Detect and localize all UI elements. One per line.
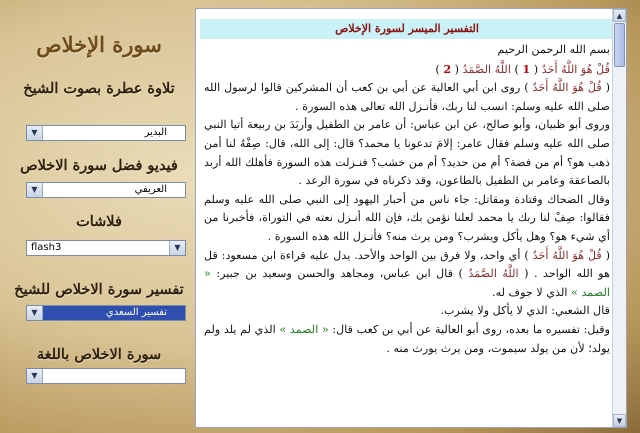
- language-label: سورة الاخلاص باللغة: [36, 346, 162, 363]
- tafsir-select[interactable]: [26, 305, 186, 321]
- verse-number-1: 1: [522, 61, 531, 76]
- tafsir-body: [200, 39, 614, 358]
- tafsir-select-value: تفسير السعدي: [105, 307, 167, 318]
- basmala: بسم الله الرحمن الرحيم: [497, 43, 610, 56]
- paragraph-6: [204, 321, 610, 358]
- sidebar: [0, 0, 195, 433]
- flash-select-value: flash3: [31, 242, 62, 253]
- scrollbar-thumb[interactable]: [614, 23, 625, 67]
- paragraph-text: أي واحد، ولا فرق بين الواحد والأحد. يدل عليه قراءة ابن مسعود: قل هو الله الواحد .: [204, 248, 610, 281]
- verse-1: قُلْ هُوَ اللَّهُ أَحَدٌ: [541, 62, 610, 76]
- paragraph-text: قال ابن عباس، ومجاهد والحسن وسعيد بن جبير:: [216, 267, 454, 281]
- tafsir-header: التفسير الميسر لسورة الإخلاص: [200, 19, 614, 39]
- video-label: فيديو فضل سورة الاخلاص: [20, 157, 178, 174]
- verse-quote: قُلْ هُوَ اللَّهُ أَحَدٌ: [532, 81, 602, 95]
- verse-2: اللَّهُ الصَّمَدُ: [462, 62, 511, 76]
- chevron-down-icon[interactable]: ▼: [27, 183, 43, 197]
- chevron-down-icon[interactable]: ▼: [169, 241, 185, 255]
- video-select[interactable]: [26, 182, 186, 198]
- paragraph-text: الذي لا جوف له.: [492, 285, 568, 299]
- tafsir-label: تفسير سورة الاخلاص للشيخ: [14, 281, 184, 298]
- tafsir-panel: [195, 8, 627, 428]
- paragraph-text: الذي لم يلد ولم يولد؛ لأن من يولد سيموت، ومن يرث يورث منه .: [204, 322, 610, 355]
- chevron-down-icon[interactable]: ▼: [27, 126, 43, 140]
- paragraph-1: ( قُلْ هُوَ اللَّهُ أَحَدٌ ) روى ابن أبي العالية عن أبي بن كعب أن المشركين قالوا لرسول الله صلى الله عليه وسلم: انسب لنا ربك، فأنـزل الله تعالى هذه السورة .: [204, 81, 610, 113]
- chevron-down-icon[interactable]: ▼: [27, 369, 43, 383]
- vertical-scrollbar[interactable]: [612, 9, 626, 427]
- paragraph-text: روى ابن أبي العالية عن أبي بن كعب أن المشركين قالوا لرسول الله صلى الله عليه وسلم: انسب لنا ربك، فأنـزل الله تعالى هذه السورة .: [204, 81, 610, 113]
- keyword-highlight: « الصمد »: [279, 322, 329, 336]
- flash-label: فلاشات: [76, 213, 122, 230]
- paragraph-text: وقيل: تفسيره ما بعده، روى أبو العالية عن أبي بن كعب قال:: [332, 322, 610, 336]
- verse-quote: قُلْ هُوَ اللَّهُ أَحَدٌ: [532, 248, 602, 262]
- reciter-select-value: البدير: [144, 127, 167, 138]
- chevron-down-icon[interactable]: ▼: [27, 306, 43, 320]
- language-select[interactable]: [26, 368, 186, 384]
- tafsir-text-area: [200, 9, 614, 427]
- paragraph-4: ( قُلْ هُوَ اللَّهُ أَحَدٌ ) أي واحد، ولا فرق بين الواحد والأحد. يدل عليه قراءة ابن مسعود: قل هو الله الواحد . ( اللَّهُ الصَّمَدُ ) قال ابن عباس، ومجاهد والحسن وسعيد بن جبير: « الصمد » الذي لا جوف له.: [204, 248, 610, 299]
- scroll-down-icon[interactable]: ▼: [613, 414, 626, 427]
- flash-select[interactable]: [26, 240, 186, 256]
- paragraph-5: قال الشعبي: الذي لا يأكل ولا يشرب.: [440, 304, 610, 318]
- paragraph-2: وروى أبو ظبيان، وأبو صالح، عن ابن عباس: أن عامر بن الطفيل وأربَدَ بن ربيعة أتيا النبي صلى الله عليه وسلم فقال عامر: إلامَ تدعونا يا محمد؟ قال: إلى الله، قال: صِفْهُ لنا أمن ذهب هو؟ أم من فضة؟ أم من حديد؟ أم من خشب؟ فنـزلت هذه السورة فأهلك الله أربد بالصاعقة وعامر بن الطفيل بالطاعون، وقد ذكرناه في سورة الرعد .: [204, 118, 610, 188]
- scroll-up-icon[interactable]: ▲: [613, 9, 626, 22]
- paragraph-3: وقال الضحاك وقتادة ومقاتل: جاء ناس من أحبار اليهود إلى النبي صلى الله عليه وسلم فقالوا: صِفْ لنا ربك يا محمد لعلنا نؤمن بك، فإن الله أنـزل نعته في التوراة، فأخبرنا من أي شيء هو؟ وهل يأكل ويشرب؟ ومن يرث منه؟ فأنـزل الله هذه السورة .: [204, 192, 610, 243]
- keyword-highlight: « الصمد »: [204, 267, 610, 299]
- recitation-label: تلاوة عطرة بصوت الشيخ: [23, 80, 175, 97]
- video-select-value: العريفي: [134, 184, 167, 195]
- verse-number-2: 2: [443, 61, 452, 76]
- verse-quote: اللَّهُ الصَّمَدُ: [468, 267, 519, 281]
- surah-title: سورة الإخلاص: [36, 32, 162, 57]
- verses-line: قُلْ هُوَ اللَّهُ أَحَدٌ ( 1 ) اللَّهُ الصَّمَدُ ( 2 ): [435, 61, 610, 76]
- reciter-select[interactable]: [26, 125, 186, 141]
